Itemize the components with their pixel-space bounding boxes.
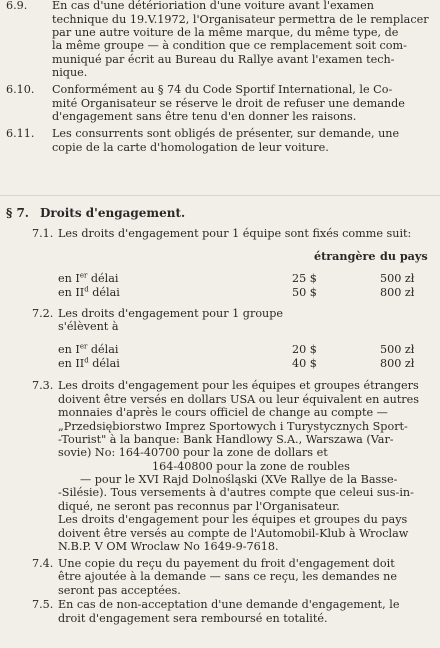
paragraph-line: monnaies d'après le cours officiel de change au compte — [58, 406, 388, 419]
paragraph-line: Les droits d'engagement pour les équipes et groupes du pays [58, 513, 408, 526]
paragraph-line: technique du 19.V.1972, l'Organisateur permettra de le remplacer [52, 13, 429, 26]
paragraph-line: En cas de non-acceptation d'une demande d'engagement, le [58, 598, 400, 611]
paragraph-line: nique. [52, 66, 88, 79]
paragraph-line: copie de la carte d'homologation de leur voiture. [52, 141, 329, 154]
paragraph-line: doivent être versés au compte de l'Automobil-Klub à Wroclaw [58, 527, 409, 540]
paragraph-line: la même groupe — à condition que ce remplacement soit com- [52, 39, 407, 52]
paragraph-line: Les droits d'engagement pour les équipes et groupes étrangers [58, 379, 419, 392]
column-header-domestic: du pays [380, 249, 428, 263]
fee-domestic: 500 zł [380, 272, 415, 285]
paragraph-line: Les droits d'engagement pour 1 équipe sont fixés comme suit: [58, 227, 412, 240]
item-number: 7.5. [32, 598, 54, 611]
column-header-foreign: étrangère [314, 249, 376, 263]
item-number: 7.1. [32, 227, 54, 240]
paragraph-line: -Tourist" à la banque: Bank Handlowy S.A., Warszawa (Var- [58, 433, 394, 446]
paragraph-line: „Przedsiębiorstwo Imprez Sportowych i Turystycznych Sport- [58, 420, 408, 433]
paragraph-line: Les consurrents sont obligés de présenter, sur demande, une [52, 127, 400, 140]
paragraph-line: d'engagement sans être tenu d'en donner les raisons. [52, 110, 357, 123]
fee-domestic: 800 zł [380, 357, 415, 370]
paragraph-line: Les droits d'engagement pour 1 groupe [58, 307, 284, 320]
paragraph-line: — pour le XVI Rajd Dolnośląski (XVe Rallye de la Basse- [80, 473, 398, 486]
paragraph-line: En cas d'une détérioriation d'une voiture avant l'examen [52, 0, 375, 12]
paragraph-line: sovie) No: 164-40700 pour la zone de dollars et [58, 446, 328, 459]
fee-row-label: en $II^d$ délai [58, 356, 120, 370]
item-number: 7.2. [32, 307, 54, 320]
paragraph-line: par une autre voiture de la même marque, du même type, de [52, 26, 399, 39]
fee-domestic: 800 zł [380, 286, 415, 299]
item-number: 6.11. [6, 127, 35, 140]
paragraph-line: diqué, ne seront pas reconnus par l'Organisateur. [58, 500, 340, 513]
paragraph-line: s'élèvent à [58, 320, 119, 333]
item-number: 6.9. [6, 0, 28, 12]
item-number: 6.10. [6, 83, 35, 96]
fee-foreign: 25 $ [292, 272, 317, 285]
paragraph-line: muniqué par écrit au Bureau du Rallye avant l'examen tech- [52, 53, 395, 66]
fee-foreign: 50 $ [292, 286, 317, 299]
paragraph-line: -Silésie). Tous versements à d'autres compte que celeui sus-in- [58, 486, 414, 499]
paragraph-line: être ajoutée à la demande — sans ce reçu, les demandes ne [58, 570, 397, 583]
section-title: Droits d'engagement. [40, 206, 186, 220]
paragraph-line: mité Organisateur se réserve le droit de refuser une demande [52, 97, 405, 110]
fee-row-label: en $II^d$ délai [58, 285, 120, 299]
section-divider [0, 195, 440, 196]
paragraph-line: droit d'engagement sera remboursé en totalité. [58, 612, 328, 625]
paragraph-line: Une copie du reçu du payement du froit d'engagement doit [58, 557, 395, 570]
fee-row-label: en Ier délai [58, 342, 119, 356]
item-number: 7.3. [32, 379, 54, 392]
fee-foreign: 20 $ [292, 343, 317, 356]
section-number: § 7. [6, 206, 29, 220]
item-number: 7.4. [32, 557, 54, 570]
fee-foreign: 40 $ [292, 357, 317, 370]
fee-row-label: en Ier délai [58, 271, 119, 285]
fee-domestic: 500 zł [380, 343, 415, 356]
paragraph-line: Conformément au § 74 du Code Sportif International, le Co- [52, 83, 393, 96]
paragraph-line: doivent être versés en dollars USA ou leur équivalent en autres [58, 393, 420, 406]
paragraph-line: seront pas acceptées. [58, 584, 181, 597]
paragraph-line: 164-40800 pour la zone de roubles [152, 460, 350, 473]
paragraph-line: N.B.P. V OM Wroclaw No 1649-9-7618. [58, 540, 279, 553]
